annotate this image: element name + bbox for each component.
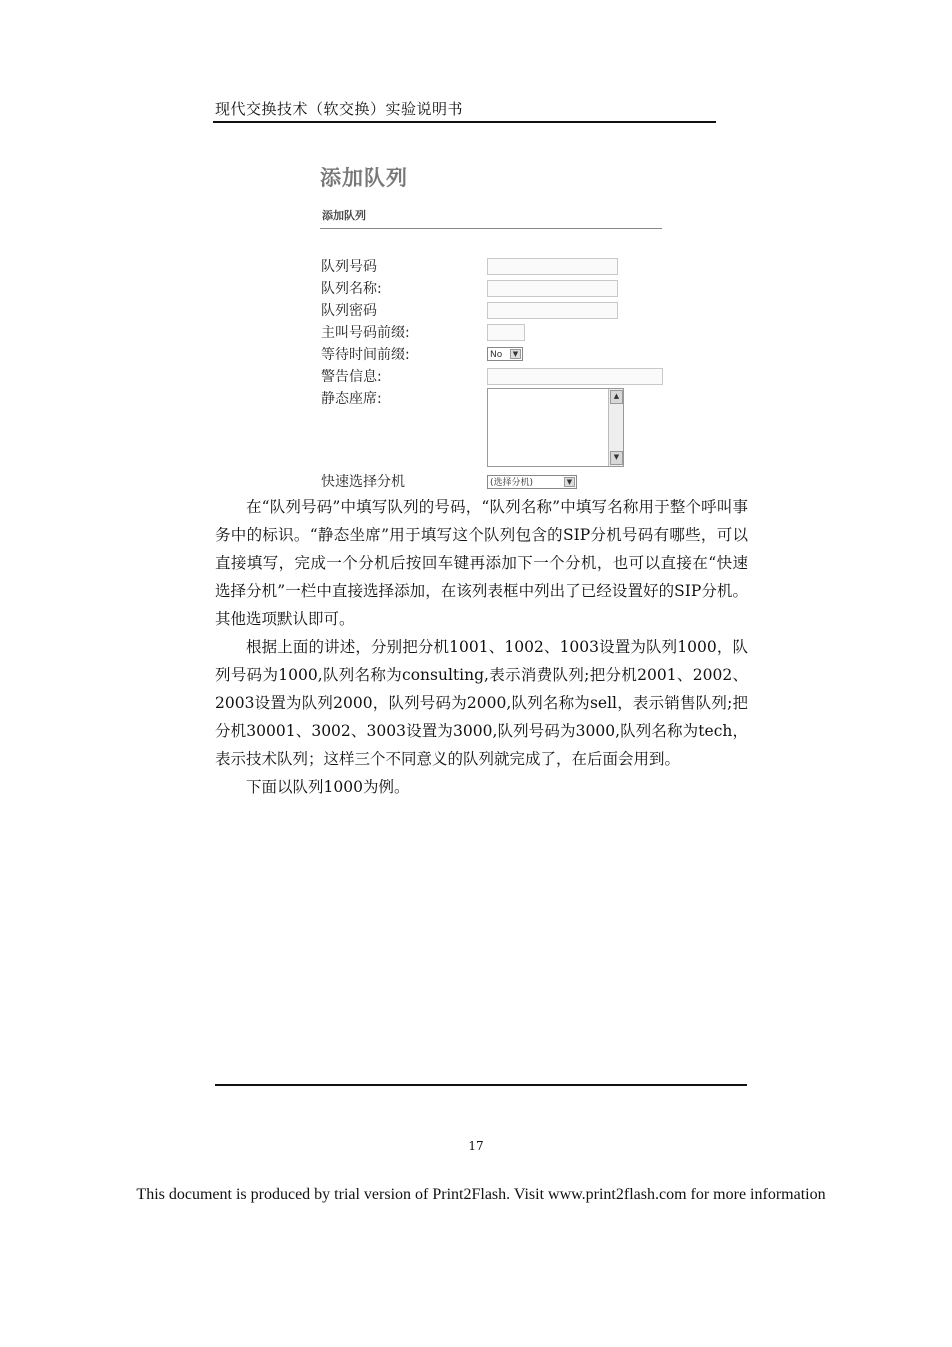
queue-name-input[interactable] — [487, 280, 618, 297]
form-subtitle: 添加队列 — [322, 209, 366, 222]
textarea-scrollbar[interactable] — [608, 389, 623, 466]
quick-select-label: 快速选择分机 — [321, 474, 405, 490]
form-title: 添加队列 — [320, 166, 408, 190]
trial-notice: This document is produced by trial version of Print2Flash. Visit www.print2flash.com for more information — [136, 1186, 826, 1203]
chevron-down-icon: ▼ — [510, 349, 521, 359]
header-rule — [213, 121, 716, 123]
queue-password-label: 队列密码 — [321, 303, 377, 319]
alert-info-label: 警告信息: — [321, 369, 382, 385]
quick-select-extension[interactable] — [487, 475, 577, 489]
static-agents-textarea[interactable] — [487, 388, 624, 467]
alert-info-input[interactable] — [487, 368, 663, 385]
static-agents-label: 静态座席: — [321, 391, 382, 407]
scroll-down-icon[interactable]: ▼ — [610, 451, 623, 465]
queue-name-label: 队列名称: — [321, 281, 382, 297]
queue-password-input[interactable] — [487, 302, 618, 319]
form-divider — [320, 228, 662, 229]
caller-prefix-label: 主叫号码前缀: — [321, 325, 410, 341]
wait-time-prefix-label: 等待时间前缀: — [321, 347, 410, 363]
wait-time-prefix-value: No — [490, 350, 503, 360]
quick-select-value: (选择分机) — [490, 478, 534, 488]
page-number: 17 — [468, 1139, 484, 1153]
queue-number-label: 队列号码 — [321, 259, 377, 275]
queue-number-input[interactable] — [487, 258, 618, 275]
caller-prefix-input[interactable] — [487, 324, 525, 341]
chevron-down-icon: ▼ — [564, 477, 575, 487]
paragraph-field-explanation: 在“队列号码”中填写队列的号码，“队列名称”中填写名称用于整个呼叫事务中的标识。“静态坐席”用于填写这个队列包含的SIP分机号码有哪些，可以直接填写，完成一个分机后按回车键再添加下一个分机，也可以直接在“快速选择分机”一栏中直接选择添加，在该列表框中列出了已经设置好的SIP分机。其他选项默认即可。 — [215, 498, 748, 628]
paragraph-example-intro: 下面以队列1000为例。 — [246, 778, 410, 796]
footer-rule — [215, 1084, 747, 1086]
running-header: 现代交换技术（软交换）实验说明书 — [215, 100, 464, 118]
add-queue-form-screenshot — [315, 155, 665, 495]
wait-time-prefix-select[interactable] — [487, 347, 523, 361]
paragraph-queue-setup: 根据上面的讲述，分别把分机1001、1002、1003设置为队列1000，队列号码为1000,队列名称为consulting,表示消费队列;把分机2001、2002、2003设置为队列2000，队列号码为2000,队列名称为sell，表示销售队列;把分机30001、3002、3003设置为3000,队列号码为3000,队列名称为tech，表示技术队列；这样三个不同意义的队列就完成了，在后面会用到。 — [215, 638, 748, 768]
scroll-up-icon[interactable]: ▲ — [610, 390, 623, 404]
